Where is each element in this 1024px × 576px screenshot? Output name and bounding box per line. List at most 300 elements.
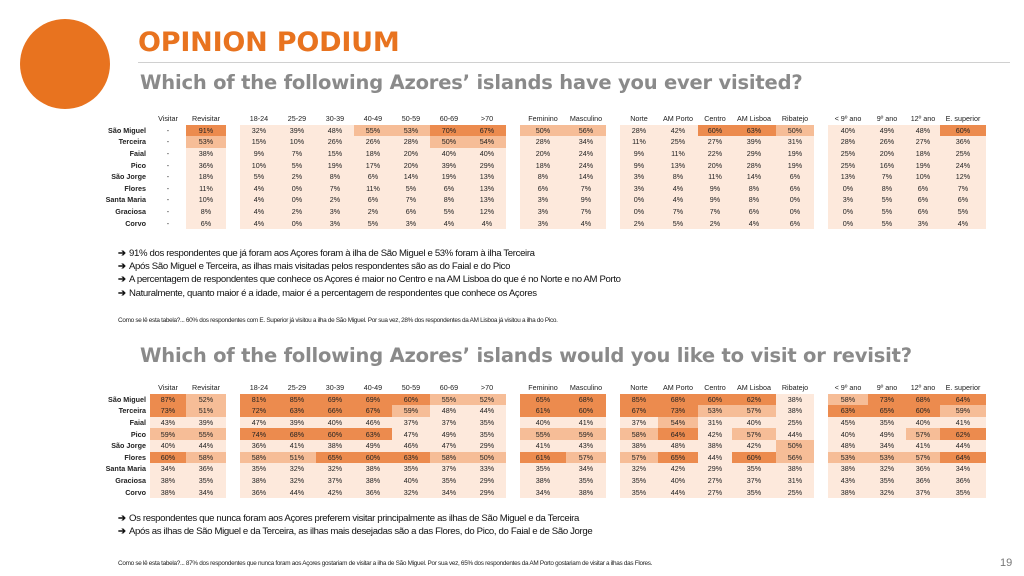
arrow-right-icon: ➔	[118, 261, 126, 273]
table-cell: 25%	[776, 417, 814, 429]
column-gap	[226, 113, 240, 125]
table-cell: 85%	[620, 394, 658, 406]
table-cell: 32%	[868, 486, 906, 498]
column-gap	[506, 382, 520, 394]
table-cell: 19%	[776, 159, 814, 171]
arrow-right-icon: ➔	[118, 526, 126, 538]
table-cell: 50%	[520, 125, 566, 137]
table-cell: 65%	[868, 405, 906, 417]
page-number: 19	[1000, 557, 1013, 569]
table-cell: 54%	[468, 136, 506, 148]
table-cell: 28%	[828, 136, 868, 148]
table-cell: 69%	[316, 394, 354, 406]
table-row	[80, 217, 986, 229]
page-title: OPINION PODIUM	[138, 27, 400, 58]
table-cell: 5%	[430, 206, 468, 218]
column-gap	[814, 217, 828, 229]
table-cell: 39%	[186, 417, 226, 429]
table-cell: 40%	[150, 440, 186, 452]
table-cell: 0%	[828, 183, 868, 195]
table-cell: 28%	[620, 125, 658, 137]
table-row	[80, 475, 986, 487]
table-row	[80, 194, 986, 206]
table-cell: 19%	[776, 148, 814, 160]
table-row	[80, 125, 986, 137]
column-gap	[506, 217, 520, 229]
column-gap	[814, 194, 828, 206]
table-cell: 7%	[658, 206, 698, 218]
column-gap	[226, 382, 240, 394]
column-gap	[506, 125, 520, 137]
table-cell: 16%	[868, 159, 906, 171]
table-cell: 44%	[468, 405, 506, 417]
column-gap	[814, 428, 828, 440]
table-cell: 29%	[698, 463, 732, 475]
table-cell: 44%	[698, 452, 732, 464]
table-cell: -	[166, 125, 170, 135]
row-label: Flores	[124, 452, 146, 462]
table-cell: 4%	[658, 183, 698, 195]
table-cell: 42%	[658, 125, 698, 137]
table-cell: 38%	[354, 475, 392, 487]
table-cell: 25%	[940, 148, 986, 160]
column-gap	[606, 159, 620, 171]
table-cell: 28%	[520, 136, 566, 148]
column-gap	[814, 475, 828, 487]
table-cell: 34%	[868, 440, 906, 452]
row-label: Corvo	[125, 218, 146, 228]
table-cell: 60%	[906, 405, 940, 417]
table-cell: 40%	[520, 417, 566, 429]
table-cell: 46%	[354, 417, 392, 429]
visited-table-note: Como se lê esta tabela?... 60% dos respondentes com E. Superior já visitou a ilha de São Miguel. Por sua vez, 28% dos respondentes da AM Lisboa já visitou a ilha do Pico.	[118, 317, 558, 324]
question-would-visit: Which of the following Azores’ islands would you like to visit or revisit?	[140, 344, 912, 367]
table-cell: 3%	[316, 217, 354, 229]
column-gap	[226, 428, 240, 440]
table-cell: 0%	[278, 194, 316, 206]
table-row	[80, 440, 986, 452]
table-row	[80, 159, 986, 171]
table-cell: 38%	[150, 486, 186, 498]
table-cell: 4%	[430, 217, 468, 229]
table-cell: 5%	[240, 171, 278, 183]
row-label: Santa Maria	[105, 195, 146, 205]
table-cell: 15%	[316, 148, 354, 160]
column-gap	[506, 113, 520, 125]
table-cell: 38%	[520, 475, 566, 487]
table-cell: 25%	[658, 136, 698, 148]
table-cell: -	[166, 160, 170, 170]
table-cell: 32%	[392, 486, 430, 498]
column-header: Revisitar	[192, 114, 220, 124]
table-cell: 36%	[240, 486, 278, 498]
table-cell: 26%	[316, 136, 354, 148]
row-label: Terceira	[118, 406, 146, 416]
column-gap	[606, 463, 620, 475]
table-cell: 34%	[520, 486, 566, 498]
table-cell: 81%	[240, 394, 278, 406]
table-cell: 49%	[354, 440, 392, 452]
column-header: 25-29	[287, 114, 307, 124]
table-cell: 43%	[150, 417, 186, 429]
table-cell: 8%	[430, 194, 468, 206]
table-cell: 37%	[732, 475, 776, 487]
table-row	[80, 183, 986, 195]
column-gap	[606, 171, 620, 183]
arrow-right-icon: ➔	[118, 274, 126, 286]
column-header: 18-24	[249, 114, 269, 124]
column-gap	[814, 171, 828, 183]
column-gap	[226, 394, 240, 406]
table-cell: 57%	[906, 428, 940, 440]
table-cell: 53%	[698, 405, 732, 417]
table-cell: 69%	[354, 394, 392, 406]
table-cell: 50%	[430, 136, 468, 148]
table-cell: 19%	[906, 159, 940, 171]
table-cell: 41%	[520, 440, 566, 452]
column-header: 40-49	[363, 114, 383, 124]
table-row	[80, 405, 986, 417]
table-cell: 38%	[776, 394, 814, 406]
table-cell: 18%	[354, 148, 392, 160]
table-cell: 36%	[240, 440, 278, 452]
logo-circle	[20, 19, 110, 109]
table-cell: 4%	[940, 217, 986, 229]
column-gap	[814, 382, 828, 394]
column-header: 12º ano	[910, 114, 936, 124]
table-cell: 40%	[316, 417, 354, 429]
table-cell: 24%	[566, 148, 606, 160]
column-gap	[506, 475, 520, 487]
table-cell: 53%	[392, 125, 430, 137]
table-cell: 41%	[278, 440, 316, 452]
table-cell: 27%	[698, 136, 732, 148]
table-cell: 48%	[828, 440, 868, 452]
table-cell: 59%	[940, 405, 986, 417]
table-cell: 4%	[240, 194, 278, 206]
table-cell: 12%	[940, 171, 986, 183]
table-cell: 7%	[566, 183, 606, 195]
table-cell: 36%	[906, 475, 940, 487]
column-gap	[506, 159, 520, 171]
table-cell: 31%	[776, 136, 814, 148]
table-cell: 13%	[828, 171, 868, 183]
table-cell: 6%	[906, 194, 940, 206]
table-cell: 37%	[430, 463, 468, 475]
table-cell: 38%	[776, 405, 814, 417]
table-cell: 29%	[468, 486, 506, 498]
column-gap	[606, 194, 620, 206]
column-header: < 9º ano	[834, 114, 862, 124]
column-gap	[226, 440, 240, 452]
table-cell: 59%	[150, 428, 186, 440]
table-cell: 64%	[658, 428, 698, 440]
table-cell: 36%	[940, 475, 986, 487]
column-header: Centro	[704, 114, 726, 124]
table-cell: 4%	[566, 217, 606, 229]
column-gap	[506, 194, 520, 206]
table-cell: 4%	[658, 194, 698, 206]
table-row	[80, 148, 986, 160]
table-cell: 11%	[658, 148, 698, 160]
table-cell: 49%	[430, 428, 468, 440]
bullet-item	[118, 512, 592, 525]
table-cell: 38%	[186, 148, 226, 160]
table-cell: 20%	[392, 148, 430, 160]
table-cell: 27%	[698, 475, 732, 487]
column-gap	[606, 452, 620, 464]
visited-table	[80, 113, 986, 229]
table-cell: 7%	[316, 183, 354, 195]
table-cell: 5%	[868, 217, 906, 229]
table-cell: 35%	[868, 475, 906, 487]
column-gap	[814, 183, 828, 195]
table-cell: 56%	[566, 125, 606, 137]
table-cell: 10%	[240, 159, 278, 171]
table-cell: 85%	[278, 394, 316, 406]
table-cell: 52%	[186, 394, 226, 406]
column-gap	[226, 206, 240, 218]
table-cell: 60%	[392, 394, 430, 406]
table-row	[80, 417, 986, 429]
table-cell: 29%	[468, 159, 506, 171]
table-cell: 44%	[940, 440, 986, 452]
column-gap	[506, 148, 520, 160]
column-gap	[226, 475, 240, 487]
column-gap	[506, 394, 520, 406]
table-cell: 0%	[828, 217, 868, 229]
column-gap	[506, 171, 520, 183]
table-cell: 32%	[868, 463, 906, 475]
column-gap	[506, 206, 520, 218]
table-cell: 29%	[468, 440, 506, 452]
column-gap	[226, 405, 240, 417]
table-cell: 11%	[186, 183, 226, 195]
table-cell: 13%	[468, 194, 506, 206]
table-cell: 17%	[354, 159, 392, 171]
table-cell: 3%	[906, 217, 940, 229]
table-cell: 9%	[240, 148, 278, 160]
column-header: 40-49	[363, 383, 383, 393]
table-cell: 55%	[430, 394, 468, 406]
table-cell: 58%	[430, 452, 468, 464]
table-cell: 20%	[520, 148, 566, 160]
table-cell: 38%	[698, 440, 732, 452]
column-header: 30-39	[325, 114, 345, 124]
table-cell: 73%	[868, 394, 906, 406]
table-cell: 65%	[520, 394, 566, 406]
column-gap	[606, 394, 620, 406]
table-cell: 74%	[240, 428, 278, 440]
row-label: São Miguel	[108, 125, 146, 135]
table-cell: 10%	[278, 136, 316, 148]
table-cell: 59%	[392, 405, 430, 417]
table-cell: 8%	[868, 183, 906, 195]
table-cell: 48%	[316, 125, 354, 137]
row-label: Terceira	[118, 137, 146, 147]
column-header: Visitar	[158, 383, 178, 393]
table-cell: 26%	[868, 136, 906, 148]
would-visit-table	[80, 382, 986, 498]
table-cell: 35%	[392, 463, 430, 475]
column-header: 9º ano	[876, 114, 898, 124]
row-label: São Miguel	[108, 394, 146, 404]
column-gap	[226, 171, 240, 183]
column-header: 60-69	[439, 114, 459, 124]
table-cell: 32%	[620, 463, 658, 475]
table-cell: 8%	[316, 171, 354, 183]
table-cell: 61%	[520, 405, 566, 417]
table-cell: 53%	[868, 452, 906, 464]
table-cell: 18%	[906, 148, 940, 160]
column-header: 30-39	[325, 383, 345, 393]
bullet-item	[118, 260, 621, 273]
table-cell: 5%	[658, 217, 698, 229]
table-cell: 5%	[278, 159, 316, 171]
column-header: 60-69	[439, 383, 459, 393]
bullet-item	[118, 247, 621, 260]
table-cell: 57%	[620, 452, 658, 464]
column-gap	[606, 206, 620, 218]
table-cell: 22%	[698, 148, 732, 160]
table-cell: 55%	[354, 125, 392, 137]
column-gap	[226, 486, 240, 498]
table-cell: 10%	[186, 194, 226, 206]
table-cell: 45%	[828, 417, 868, 429]
table-cell: 58%	[240, 452, 278, 464]
table-cell: 36%	[186, 159, 226, 171]
table-cell: -	[166, 183, 170, 193]
column-gap	[606, 440, 620, 452]
table-cell: 34%	[150, 463, 186, 475]
column-gap	[606, 113, 620, 125]
table-cell: 32%	[278, 463, 316, 475]
table-cell: 68%	[906, 394, 940, 406]
table-cell: 60%	[698, 125, 732, 137]
corner-cell	[80, 382, 150, 394]
table-cell: 38%	[620, 440, 658, 452]
table-cell: 3%	[520, 194, 566, 206]
table-cell: 34%	[566, 463, 606, 475]
corner-cell	[80, 113, 150, 125]
table-cell: 36%	[354, 486, 392, 498]
row-label: São Jorge	[111, 441, 146, 451]
table-cell: 66%	[316, 405, 354, 417]
table-cell: 3%	[520, 206, 566, 218]
column-gap	[606, 405, 620, 417]
column-header: Masculino	[569, 114, 603, 124]
column-gap	[226, 159, 240, 171]
table-cell: 3%	[316, 206, 354, 218]
table-cell: 38%	[150, 475, 186, 487]
table-cell: -	[166, 172, 170, 182]
table-cell: 14%	[392, 171, 430, 183]
table-cell: 51%	[186, 405, 226, 417]
table-cell: 12%	[468, 206, 506, 218]
table-cell: 40%	[430, 148, 468, 160]
table-cell: 55%	[520, 428, 566, 440]
column-gap	[606, 417, 620, 429]
arrow-right-icon: ➔	[118, 513, 126, 524]
column-gap	[606, 428, 620, 440]
table-cell: 48%	[430, 405, 468, 417]
column-gap	[814, 113, 828, 125]
table-cell: 11%	[354, 183, 392, 195]
column-gap	[506, 136, 520, 148]
row-label: Faial	[129, 418, 146, 428]
table-cell: 34%	[186, 486, 226, 498]
table-cell: 43%	[828, 475, 868, 487]
table-cell: 73%	[150, 405, 186, 417]
column-header: E. superior	[945, 114, 981, 124]
table-cell: 11%	[620, 136, 658, 148]
table-cell: 3%	[828, 194, 868, 206]
table-cell: 5%	[354, 217, 392, 229]
table-cell: 6%	[906, 183, 940, 195]
column-gap	[506, 486, 520, 498]
table-cell: 60%	[732, 452, 776, 464]
table-cell: 60%	[940, 125, 986, 137]
table-cell: 62%	[940, 428, 986, 440]
bullet-item	[118, 287, 621, 300]
table-cell: 68%	[566, 394, 606, 406]
column-gap	[606, 486, 620, 498]
table-cell: 20%	[698, 159, 732, 171]
row-label: Pico	[130, 160, 146, 170]
table-cell: 44%	[186, 440, 226, 452]
table-cell: 6%	[940, 194, 986, 206]
table-cell: 27%	[906, 136, 940, 148]
table-cell: 48%	[906, 125, 940, 137]
table-cell: 35%	[520, 463, 566, 475]
table-cell: 2%	[316, 194, 354, 206]
table-cell: 50%	[776, 440, 814, 452]
table-cell: 24%	[566, 159, 606, 171]
table-cell: 49%	[868, 428, 906, 440]
table-cell: 2%	[620, 217, 658, 229]
column-gap	[226, 125, 240, 137]
table-row	[80, 463, 986, 475]
table-cell: 50%	[776, 125, 814, 137]
bullet-text: A percentagem de respondentes que conhece os Açores é maior no Centro e na AM Lisboa do que é no Norte e no AM Porto	[129, 274, 621, 286]
table-cell: 40%	[732, 417, 776, 429]
table-cell: 8%	[520, 171, 566, 183]
table-cell: 35%	[868, 417, 906, 429]
table-cell: 40%	[658, 475, 698, 487]
table-cell: 11%	[698, 171, 732, 183]
table-cell: 54%	[658, 417, 698, 429]
column-header: AM Lisboa	[737, 383, 771, 393]
table-cell: 18%	[520, 159, 566, 171]
table-cell: 35%	[468, 428, 506, 440]
column-header: Masculino	[569, 383, 603, 393]
table-cell: 6%	[430, 183, 468, 195]
table-cell: 15%	[240, 136, 278, 148]
table-cell: 35%	[566, 475, 606, 487]
table-cell: 46%	[392, 440, 430, 452]
table-cell: 0%	[620, 206, 658, 218]
column-gap	[606, 475, 620, 487]
table-cell: 60%	[698, 394, 732, 406]
table-cell: 35%	[940, 486, 986, 498]
row-label: São Jorge	[111, 172, 146, 182]
table-cell: 64%	[940, 452, 986, 464]
table-cell: 24%	[940, 159, 986, 171]
table-cell: 4%	[732, 217, 776, 229]
table-cell: 34%	[940, 463, 986, 475]
column-gap	[226, 183, 240, 195]
table-cell: 87%	[150, 394, 186, 406]
